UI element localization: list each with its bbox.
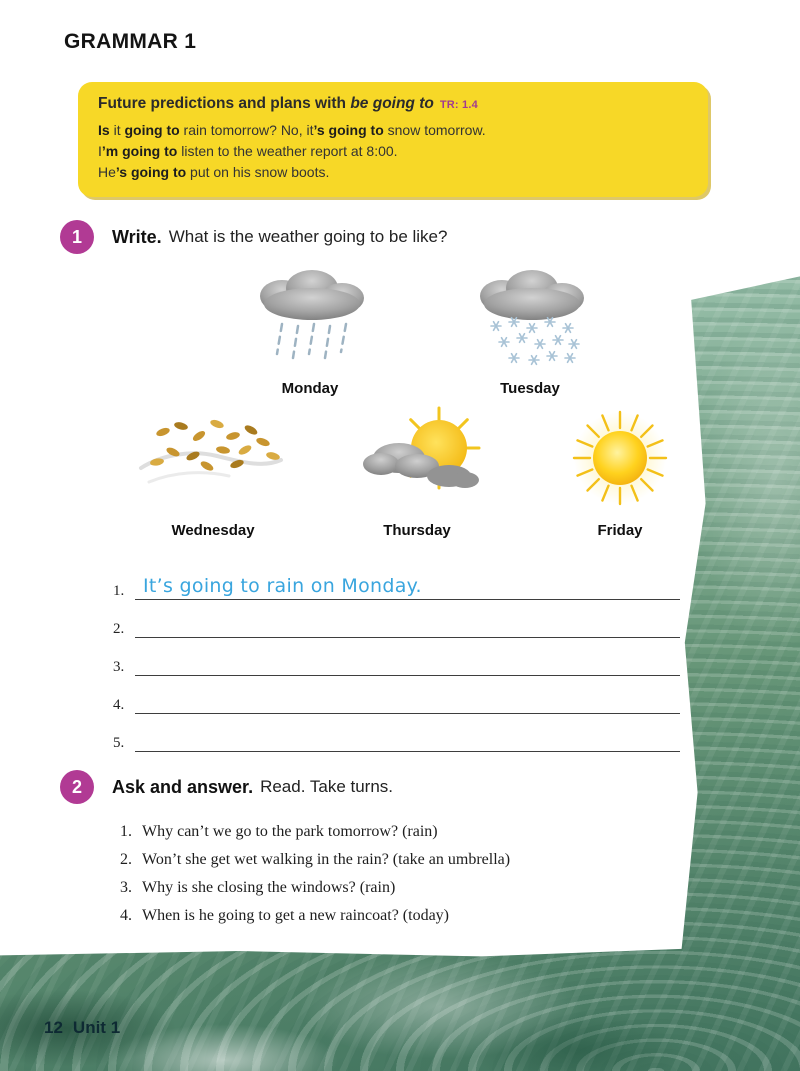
answer-blank-1[interactable] (135, 562, 680, 600)
answer-line-1 (113, 562, 680, 600)
question-text: Why can’t we go to the park tomorrow? (rain) (142, 823, 438, 840)
day-label-thursday: Thursday (383, 522, 451, 539)
activity2-number-badge: 2 (60, 770, 94, 804)
page-number: 12 (44, 1018, 63, 1037)
question-list (120, 818, 680, 930)
question-4 (120, 902, 680, 930)
page-title: GRAMMAR 1 (64, 30, 197, 53)
grammar-box-title: Future predictions and plans with be going to TR: 1.4 (98, 95, 478, 112)
answer-line-4 (113, 676, 680, 714)
answer-blank-2[interactable] (135, 600, 680, 638)
answer-line-2 (113, 600, 680, 638)
answer-number: 5. (113, 735, 125, 751)
activity2-header (60, 770, 393, 804)
rain-cloud-icon (230, 266, 390, 376)
activity1-header (60, 220, 447, 254)
answer-blank-4[interactable] (135, 676, 680, 714)
unit-label: Unit 1 (72, 1018, 121, 1037)
answer-line-3 (113, 638, 680, 676)
question-number: 4. (120, 907, 132, 924)
answer-lines (113, 562, 680, 752)
snow-cloud-icon (450, 266, 610, 376)
grammar-structure-label: be going to (350, 95, 434, 112)
answer-blank-5[interactable] (135, 714, 680, 752)
activity1-title: Write. (112, 226, 162, 247)
day-label-monday: Monday (281, 380, 339, 397)
answer-blank-3[interactable] (135, 638, 680, 676)
question-text: When is he going to get a new raincoat? (today) (142, 907, 449, 924)
audio-track-label: TR: 1.4 (439, 99, 478, 111)
sun-icon (540, 406, 700, 516)
grammar-example-1: Is it going to rain tomorrow? No, it’s going to snow tomorrow. (98, 122, 486, 138)
partly-cloudy-icon (337, 406, 497, 516)
question-text: Why is she closing the windows? (rain) (142, 879, 396, 896)
activity1-number-badge: 1 (60, 220, 94, 254)
answer-line-5 (113, 714, 680, 752)
page-footer (44, 1018, 120, 1038)
day-label-tuesday: Tuesday (500, 380, 560, 397)
question-3 (120, 874, 680, 902)
question-number: 1. (120, 823, 132, 840)
answer-number: 2. (113, 621, 125, 637)
day-label-friday: Friday (597, 522, 643, 539)
windy-leaves-icon (133, 406, 293, 516)
question-text: Won’t she get wet walking in the rain? (take an umbrella) (142, 851, 511, 868)
day-label-wednesday: Wednesday (171, 522, 255, 539)
answer-number: 3. (113, 659, 125, 675)
answer-number: 4. (113, 697, 125, 713)
grammar-box (78, 82, 708, 197)
grammar-example-2: I’m going to listen to the weather report at 8:00. (98, 143, 398, 159)
activity1-prompt: What is the weather going to be like? (168, 227, 448, 246)
question-number: 3. (120, 879, 132, 896)
answer-number: 1. (113, 583, 125, 599)
activity2-title: Ask and answer. (112, 776, 254, 797)
grammar-example-3: He’s going to put on his snow boots. (98, 164, 330, 180)
question-number: 2. (120, 851, 132, 868)
activity2-prompt: Read. Take turns. (260, 777, 394, 796)
question-2 (120, 846, 680, 874)
student-answer: It’s going to rain on Monday. (143, 575, 422, 597)
question-1 (120, 818, 680, 846)
